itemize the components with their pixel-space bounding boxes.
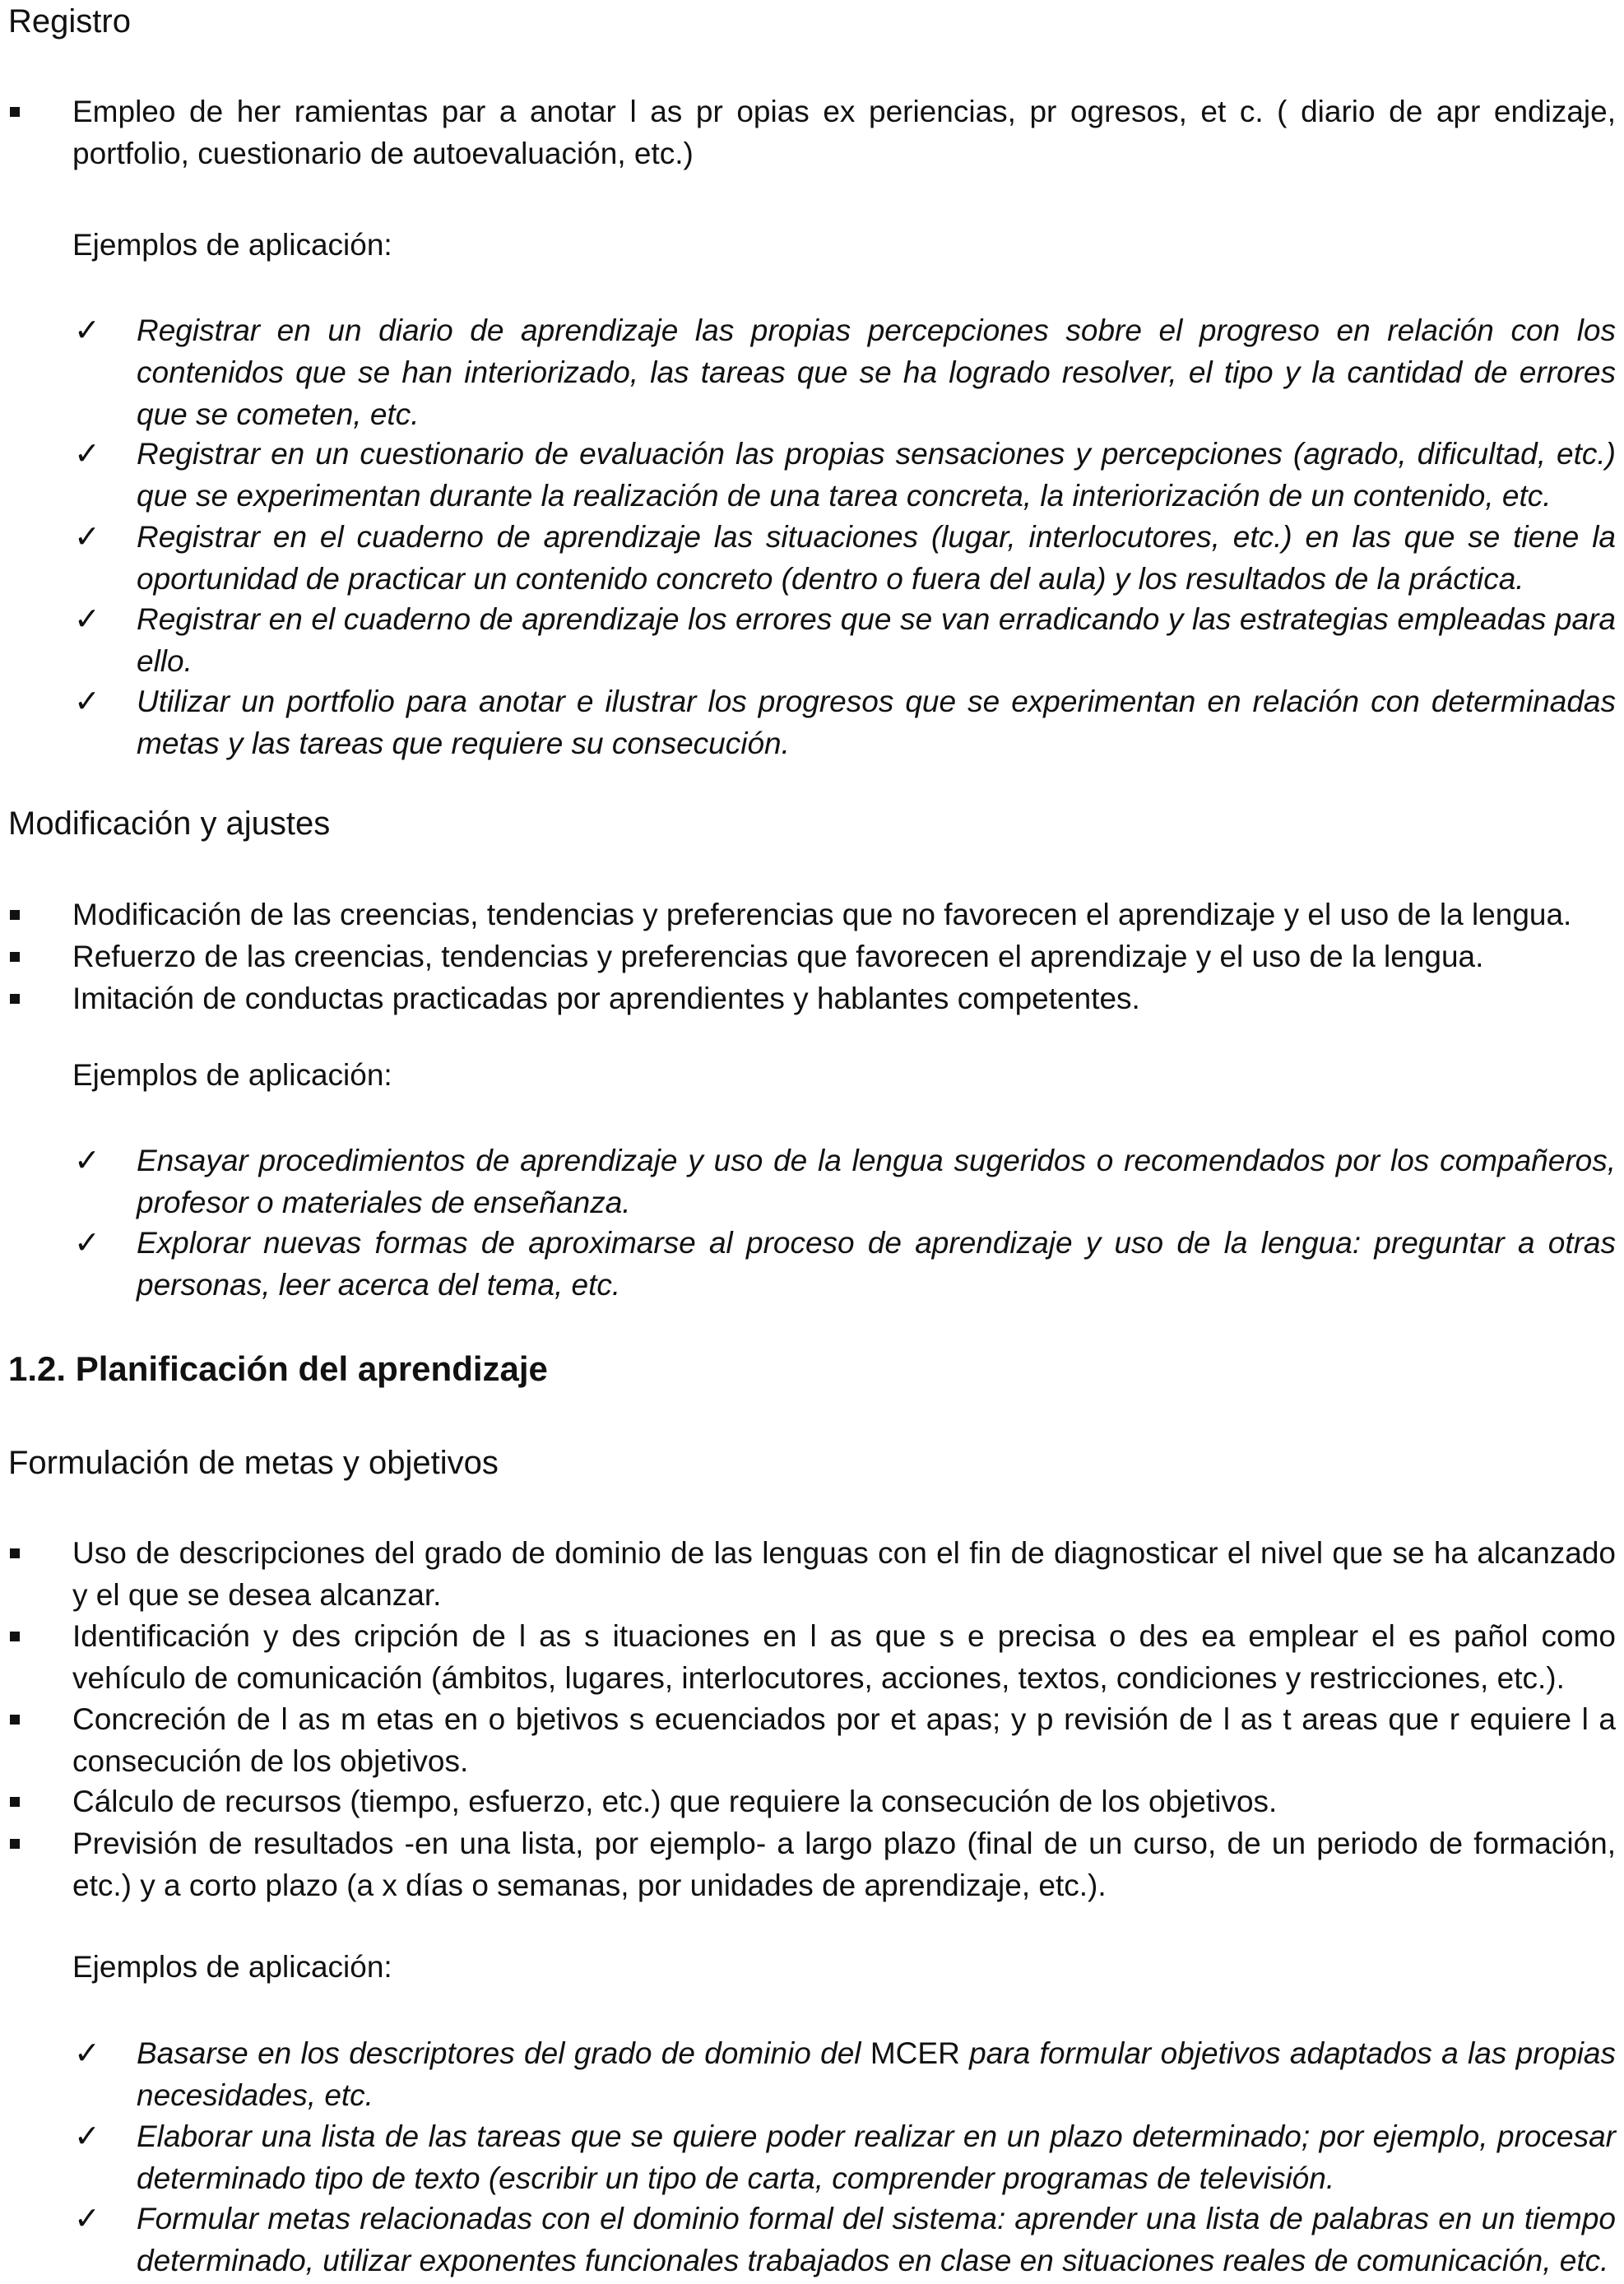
- example-text: Explorar nuevas formas de aproximarse al proceso de aprendizaje y uso de la lengua: preguntar a otras personas, leer acerca del tema, etc.: [137, 1226, 1616, 1302]
- list-item: [72, 1615, 1616, 1699]
- examples-label: Ejemplos de aplicación:: [72, 228, 392, 262]
- example-item: [74, 2198, 1616, 2282]
- example-text: Registrar en un cuestionario de evaluación las propias sensaciones y percepciones (agrado, dificultad, etc.) que se experimentan durante la realización de una tarea concreta, la interiorización de un contenido, etc.: [137, 437, 1616, 513]
- example-text: Utilizar un portfolio para anotar e ilustrar los progresos que se experimentan en relación con determinadas metas y las tareas que requiere su consecución.: [137, 685, 1616, 760]
- list-item: [72, 935, 1616, 977]
- checkmark-icon: ✓: [74, 2118, 100, 2154]
- example-item: [74, 2115, 1616, 2199]
- checkmark-icon: ✓: [74, 683, 100, 719]
- list-item: [72, 1532, 1616, 1616]
- checkmark-icon: ✓: [74, 2200, 100, 2236]
- section-heading-planificacion: 1.2. Planificación del aprendizaje: [8, 1349, 548, 1388]
- square-bullet-icon: [10, 910, 20, 920]
- example-text: para formular objetivos adaptados a las propias necesidades, etc.: [137, 2036, 1616, 2112]
- list-item: [72, 894, 1616, 935]
- checkmark-icon: ✓: [74, 435, 100, 471]
- examples-label: Ejemplos de aplicación:: [72, 1058, 392, 1092]
- examples-label: Ejemplos de aplicación:: [72, 1950, 392, 1984]
- example-text: Basarse en los descriptores del grado de dominio del: [137, 2036, 870, 2070]
- list-item: [72, 1780, 1616, 1822]
- example-text: Registrar en un diario de aprendizaje las propias percepciones sobre el progreso en relación con los contenidos que se han interiorizado, las tareas que se ha logrado resolver, el tipo y la cantidad de errores que se cometen, etc.: [137, 313, 1616, 431]
- example-item: [74, 680, 1616, 764]
- section-title-modificacion: Modificación y ajustes: [8, 805, 331, 842]
- square-bullet-icon: [10, 994, 20, 1004]
- checkmark-icon: ✓: [74, 1224, 100, 1260]
- list-item-text: Modificación de las creencias, tendencias y preferencias que no favorecen el aprendizaje y el uso de la lengua.: [72, 898, 1572, 931]
- example-text: Formular metas relacionadas con el dominio formal del sistema: aprender una lista de palabras en un tiempo determinado, utilizar exponentes funcionales trabajados en clase en situaciones reales de comunicación, etc.: [137, 2202, 1616, 2277]
- section-title-formulacion: Formulación de metas y objetivos: [8, 1445, 499, 1481]
- list-item-text: Imitación de conductas practicadas por aprendientes y hablantes competentes.: [72, 982, 1140, 1015]
- example-text: Registrar en el cuaderno de aprendizaje los errores que se van erradicando y las estrategias empleadas para ello.: [137, 602, 1616, 678]
- example-text: Ensayar procedimientos de aprendizaje y uso de la lengua sugeridos o recomendados por los compañeros, profesor o materiales de enseñanza.: [137, 1144, 1616, 1219]
- example-item: [74, 2032, 1616, 2116]
- example-item: [74, 516, 1616, 600]
- square-bullet-icon: [10, 1797, 20, 1807]
- checkmark-icon: ✓: [74, 2035, 100, 2071]
- list-item: [72, 1822, 1616, 1906]
- mcer-abbreviation: MCER: [870, 2036, 960, 2070]
- example-item: [74, 1140, 1616, 1223]
- list-item: [72, 977, 1616, 1019]
- list-item: [72, 91, 1616, 174]
- square-bullet-icon: [10, 107, 20, 117]
- list-item-text: Previsión de resultados -en una lista, por ejemplo- a largo plazo (final de un curso, de un periodo de formación, etc.) y a corto plazo (a x días o semanas, por unidades de aprendizaje, etc.).: [72, 1827, 1616, 1902]
- list-item: [72, 1698, 1616, 1782]
- square-bullet-icon: [10, 1839, 20, 1849]
- list-item-text: Concreción de l as m etas en o bjetivos s ecuenciados por et apas; y p revisión de l as t areas que r equiere l a consecución de los objetivos.: [72, 1702, 1616, 1778]
- example-item: [74, 309, 1616, 435]
- example-text: Registrar en el cuaderno de aprendizaje las situaciones (lugar, interlocutores, etc.) en las que se tiene la oportunidad de practicar un contenido concreto (dentro o fuera del aula) y los resultados de la práctica.: [137, 520, 1616, 596]
- list-item-text: Uso de descripciones del grado de dominio de las lenguas con el fin de diagnosticar el nivel que se ha alcanzado y el que se desea alcanzar.: [72, 1536, 1616, 1612]
- square-bullet-icon: [10, 1715, 20, 1725]
- list-item-text: Cálculo de recursos (tiempo, esfuerzo, etc.) que requiere la consecución de los objetivos.: [72, 1785, 1278, 1818]
- example-item: [74, 1222, 1616, 1306]
- section-title-registro: Registro: [8, 3, 131, 39]
- list-item-text: Refuerzo de las creencias, tendencias y preferencias que favorecen el aprendizaje y el uso de la lengua.: [72, 940, 1484, 973]
- list-item-text: Empleo de her ramientas par a anotar l as pr opias ex periencias, pr ogresos, et c. ( diario de apr endizaje, portfolio, cuestionario de autoevaluación, etc.): [72, 95, 1616, 170]
- square-bullet-icon: [10, 1632, 20, 1641]
- example-item: [74, 598, 1616, 682]
- checkmark-icon: ✓: [74, 1142, 100, 1178]
- checkmark-icon: ✓: [74, 312, 100, 348]
- checkmark-icon: ✓: [74, 601, 100, 637]
- example-item: [74, 433, 1616, 517]
- list-item-text: Identificación y des cripción de l as s ituaciones en l as que s e precisa o des ea emplear el es pañol como vehículo de comunicación (ámbitos, lugares, interlocutores, acciones, textos, condiciones y restricciones, etc.).: [72, 1619, 1616, 1695]
- checkmark-icon: ✓: [74, 518, 100, 555]
- square-bullet-icon: [10, 952, 20, 962]
- example-text: Elaborar una lista de las tareas que se quiere poder realizar en un plazo determinado; por ejemplo, procesar determinado tipo de texto (escribir un tipo de carta, comprender programas de televisión.: [137, 2119, 1616, 2195]
- square-bullet-icon: [10, 1548, 20, 1558]
